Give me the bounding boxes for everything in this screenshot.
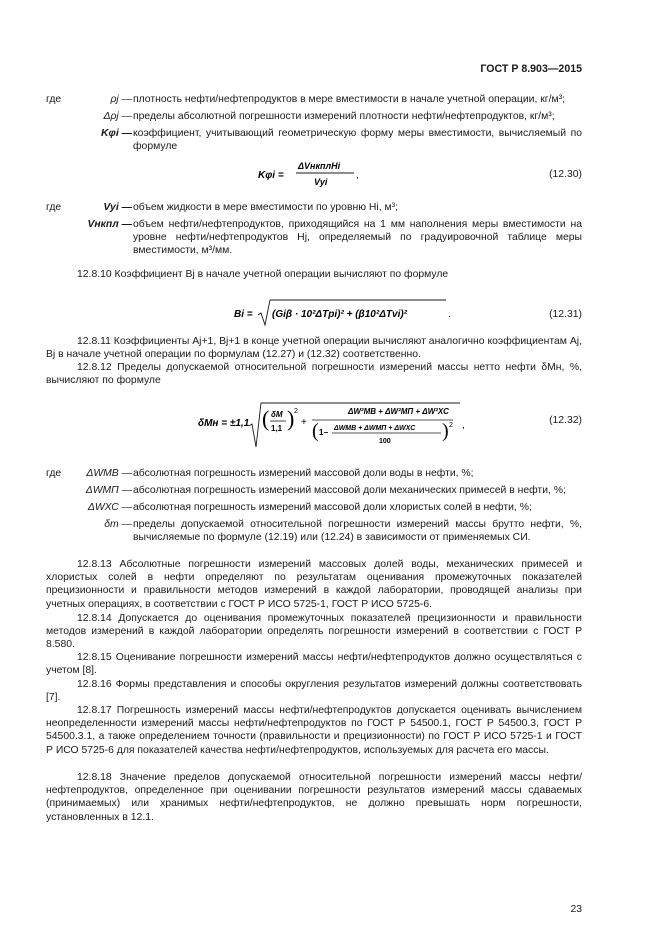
def-symbol-delta-rho: Δρj — xyxy=(103,111,132,122)
equation-number-12-32: (12.32) xyxy=(549,415,582,426)
def-text-v-y: объем жидкости в мере вместимости по уровню Hi, м³; xyxy=(133,202,398,213)
where-label-2: где xyxy=(46,202,62,213)
frac2-num: ΔW²МВ + ΔW²МП + ΔW²ХС xyxy=(348,407,449,416)
def-symbol-dw-mv: ΔWМВ — xyxy=(86,468,132,479)
paren-close: ) xyxy=(287,406,295,431)
paragraph-12-8-13: 12.8.13 Абсолютные погрешности измерений массовых долей воды, механических примесей и хлористых солей в нефти определяют по результатам оценивания промежуточных показателей прецизионности и правильности методов измерений в каждой лаборатории, проводящей анализы при учетных операциях, в соответствии с ГОСТ Р ИСО 5725-1, ГОСТ Р ИСО 5725-6. xyxy=(46,559,582,610)
plus-sign: + xyxy=(301,417,307,428)
paragraph-12-8-14: 12.8.14 Допускается до оценивания промежуточных показателей прецизионности и правильности методов измерений в каждой лаборатории определять погрешности измерений в соответствии с ГОСТ Р 8.580. xyxy=(46,613,582,651)
frac1-den: 1,1 xyxy=(271,424,283,433)
paragraph-12-8-11: 12.8.11 Коэффициенты Aj+1, Bj+1 в конце учетной операции вычисляют аналогично коэффициентам Aj, Bj в начале учетной операции по формулам (12.27) и (12.32) соответственно. xyxy=(46,336,582,361)
paren2-open: ( xyxy=(312,420,319,442)
paragraph-12-8-12: 12.8.12 Пределы допускаемой относительной погрешности измерений массы нетто нефти δMн, %, вычисляют по формуле xyxy=(46,362,582,387)
formula-numerator: ΔVнкплHi xyxy=(298,161,341,171)
one-minus: 1− xyxy=(319,428,329,437)
def-symbol-v-nkpl: Vнкпл — xyxy=(87,219,132,230)
square-2: 2 xyxy=(449,422,453,429)
paragraph-12-8-17: 12.8.17 Погрешность измерений массы нефти/нефтепродуктов допускается оценивать вычислением неопределенности измерений массы нефти/нефтепродуктов по ГОСТ Р 54500.1, ГОСТ Р 54500.3, ГОСТ Р 54500.3.1, а также определением точности (правильности и прецизионности) по ГОСТ Р ИСО 5725-1 и ГОСТ Р ИСО 5725-6 для показателей качества нефти/нефтепродуктов, используемых для расчета его массы. xyxy=(46,705,582,756)
formula-radicand: (Giβ · 10²ΔTpi)² + (β10²ΔTvi)² xyxy=(272,309,408,320)
formula-lhs: Kφi = xyxy=(258,170,284,181)
paren2-close: ) xyxy=(442,420,449,442)
formula-tail: , xyxy=(462,420,465,431)
paragraph-12-8-16: 12.8.16 Формы представления и способы округления результатов измерений должны соответствовать [7]. xyxy=(46,679,582,704)
def-text-delta-rho: пределы абсолютной погрешности измерений плотности нефти/нефтепродуктов, кг/м³; xyxy=(133,111,555,122)
equation-12-30 xyxy=(46,162,582,188)
def-symbol-rho: ρj — xyxy=(110,94,132,105)
formula-lhs: δMн = ±1,1 xyxy=(198,418,250,429)
paragraph-12-8-18: 12.8.18 Значение пределов допускаемой относительной погрешности измерений массы нефти/нефтепродуктов, определенное при оценивании погрешности результатов измерений массы сдаваемых (принимаемых) или хранимых нефти/нефтепродуктов, не должно превышать норм погрешности, установленных в 12.1. xyxy=(46,772,582,823)
formula-lhs: Bi = xyxy=(234,309,253,320)
def-symbol-dw-mp: ΔWМП — xyxy=(85,485,132,496)
formula-12-31-graphic xyxy=(234,297,474,329)
equation-number-12-30: (12.30) xyxy=(549,169,582,180)
def-text-rho: плотность нефти/нефтепродуктов в мере вместимости в начале учетной операции, кг/м³; xyxy=(133,94,565,105)
formula-12-32-graphic xyxy=(198,401,488,451)
def-symbol-k-phi: Kφi — xyxy=(101,128,132,139)
def-symbol-delta-m: δm — xyxy=(104,519,132,530)
def-text-dw-khs: абсолютная погрешность измерений массовой доли хлористых солей в нефти, %; xyxy=(133,502,532,513)
def-symbol-dw-khs: ΔWХС — xyxy=(87,502,132,513)
equation-number-12-31: (12.31) xyxy=(549,309,582,320)
square-1: 2 xyxy=(294,408,298,415)
def-text-dw-mv: абсолютная погрешность измерений массовой доли воды в нефти, %; xyxy=(133,468,474,479)
paragraph-12-8-15: 12.8.15 Оценивание погрешности измерений массы нефти/нефтепродуктов должно осуществляться с учетом [8]. xyxy=(46,652,582,677)
def-text-v-nkpl: объем нефти/нефтепродуктов, приходящийся на 1 мм наполнения меры вместимости на уровне нефти/нефтепродуктов Hj, определяемый по градуировочной таблице меры вместимости, м³/мм. xyxy=(133,219,582,257)
frac1-num: δM xyxy=(271,410,283,419)
formula-tail: . xyxy=(448,309,451,320)
equation-12-31 xyxy=(46,297,582,329)
frac3-den: 100 xyxy=(379,438,391,445)
document-code-header: ГОСТ Р 8.903—2015 xyxy=(480,63,582,75)
paren-open: ( xyxy=(262,406,270,431)
def-symbol-v-y: Vyi — xyxy=(103,202,132,213)
frac3-num: ΔWМВ + ΔWМП + ΔWХС xyxy=(334,425,416,432)
paragraph-12-8-10: 12.8.10 Коэффициент Bj в начале учетной операции вычисляют по формуле xyxy=(77,269,449,280)
formula-tail: , xyxy=(356,170,359,181)
formula-denominator: Vyi xyxy=(314,177,328,187)
where-label-3: где xyxy=(46,468,62,479)
page-number: 23 xyxy=(570,904,582,915)
def-text-k-phi: коэффициент, учитывающий геометрическую форму меры вместимости, вычисляемый по формуле xyxy=(133,128,582,153)
equation-12-32 xyxy=(46,401,582,451)
def-text-dw-mp: абсолютная погрешность измерений массовой доли механических примесей в нефти, %; xyxy=(133,485,566,496)
formula-12-30-graphic xyxy=(258,160,398,190)
where-label: где xyxy=(46,94,62,105)
def-text-delta-m: пределы допускаемой относительной погрешности измерений массы брутто нефти, %, вычисляемые по формуле (12.19) или (12.24) в зависимости от применяемых СИ. xyxy=(133,519,582,544)
